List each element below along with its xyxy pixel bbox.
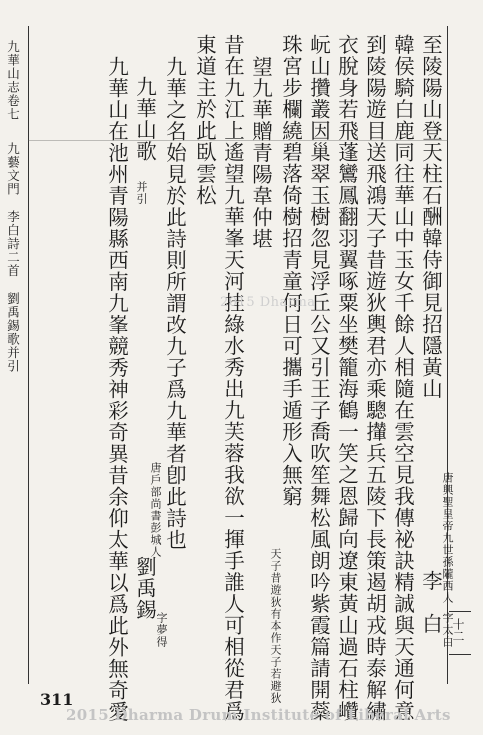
running-head-part-1: 李白詩二首	[5, 210, 21, 278]
poem-line: 衣脫身若飛蓬鸞鳳翻羽翼啄粟坐樊籠海鶴一笑之恩歸向遼東黃山過石柱巑	[334, 34, 359, 722]
poem-title-2: 望九華贈青陽韋仲堪	[248, 56, 273, 250]
poem-line: 珠宮步欄繞碧落倚樹招青童何日可攜手遁形入無窮	[278, 34, 303, 507]
poem-line: 昔在九江上遙望九華峯天河挂綠水秀出九芙蓉我欲一揮手誰人可相從君爲	[220, 34, 245, 722]
poem-line: 東道主於此臥雲松	[192, 34, 217, 206]
song-title-note: 并引	[135, 181, 148, 205]
running-head-part-2: 劉禹錫歌并引	[5, 292, 21, 373]
running-head-section: 九藝文門	[5, 142, 21, 196]
author-name-2: 劉禹錫	[132, 556, 157, 621]
author-name-1: 李 白	[418, 570, 443, 635]
poem-line: 岏山攢叢因巢翠玉樹忽見浮丘公又引王子喬吹笙舞松風朗吟紫霞篇請開蘂	[306, 34, 331, 722]
song-title: 九華山歌	[132, 76, 157, 162]
variant-note: 天子昔遊狄有本作天子若避狄	[269, 548, 282, 704]
folio-number: 311	[40, 690, 74, 709]
left-border-rule	[28, 26, 29, 684]
author-note-2-style: 字夢得	[155, 612, 168, 648]
author-note-1-style: 字太白	[441, 612, 454, 648]
poem-line: 到陵陽遊目送飛鴻天子昔遊狄輿君亦乘驄攆兵五陵下長策遏胡戎時泰解繡	[362, 34, 387, 722]
poem-title-1: 至陵陽山登天柱石酬韓侍御見招隱黃山	[418, 34, 443, 400]
running-head-book-title: 九華山志卷七	[5, 40, 21, 121]
watermark-center: 2015 Dharma	[220, 295, 316, 310]
author-note-1-right: 唐興聖皇帝九世孫隴西人	[441, 472, 454, 604]
intro-line: 九華山在池州青陽縣西南九峯競秀神彩奇異昔余仰太華以爲此外無奇愛	[104, 56, 129, 723]
poem-line: 韓侯騎白鹿同往華山中玉女千餘人相隨在雲空見我傳祕訣精誠與天通何意	[390, 34, 415, 722]
watermark-footer: 2015 Dharma Drum Institute of Liberal Arts	[66, 706, 451, 724]
author-note-2: 唐戶部尚書彭城人	[149, 462, 162, 558]
page-block-number: 十二	[451, 618, 465, 642]
commentary-line: 九華之名始見於此詩則所謂改九子爲九華者卽此詩也	[162, 56, 187, 551]
